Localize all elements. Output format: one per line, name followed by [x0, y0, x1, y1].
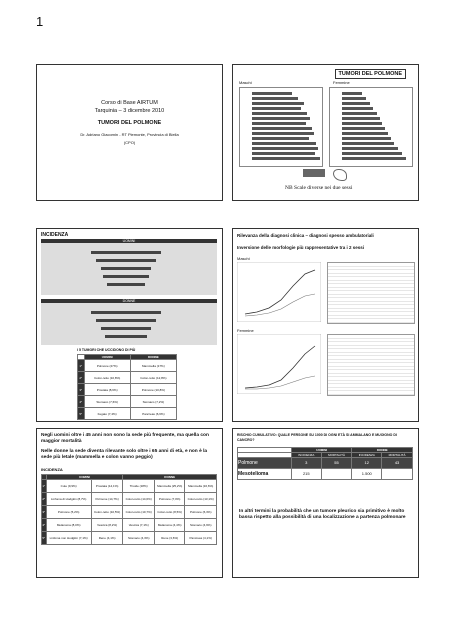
- bar: [342, 107, 373, 110]
- course-name: Corso di Base AIRTUM: [101, 100, 158, 106]
- rank: 2°: [42, 493, 47, 506]
- women-morphology-table: [327, 334, 415, 396]
- cell: Polmone (10,8%): [130, 384, 176, 396]
- bar: [342, 92, 362, 95]
- slide5-table-title: INCIDENZA: [41, 467, 63, 472]
- bar: [342, 137, 391, 140]
- slide5-text2: Nelle donne la sede diventa rilevante solo oltre i 65 anni di età, e non è la sede più letale (mammella e colon vanno peggio): [41, 449, 208, 460]
- bar: [252, 97, 298, 100]
- cell: Melanoma (4,4%): [154, 519, 184, 532]
- cell: Polmone (6,3%): [185, 506, 217, 519]
- row-label: Mesotelioma: [238, 469, 292, 480]
- sub-header: INCIDENZA: [291, 453, 321, 458]
- women-chart-label: Femmine: [237, 328, 254, 333]
- cell: 12: [352, 458, 382, 469]
- table-row: [78, 396, 177, 408]
- cell: Linfoma di Hodgkin (8,7%): [46, 493, 91, 506]
- cell: Mammella (16,6%): [185, 480, 217, 493]
- bar: [252, 137, 309, 140]
- slide-title-text: TUMORI DEL POLMONE: [97, 120, 162, 126]
- men-header: UOMINI: [291, 448, 351, 453]
- men-panel: [41, 239, 217, 295]
- table-row: [238, 458, 413, 469]
- table-row: [78, 372, 177, 384]
- killer-subtitle: I 5 TUMORI CHE UCCIDONO DI PIÙ: [77, 348, 136, 352]
- bar: [252, 127, 312, 130]
- men-morphology-table: [327, 262, 415, 324]
- cell: Tiroide (18%): [123, 480, 155, 493]
- rank: 5°: [42, 532, 47, 545]
- chart-women: [329, 87, 413, 167]
- chart-men-label: Maschi: [239, 80, 252, 85]
- women-trend-chart: [237, 334, 321, 394]
- slide2-title: TUMORI DEL POLMONE: [335, 69, 406, 79]
- bar: [252, 132, 314, 135]
- bar: [252, 102, 304, 105]
- cell: Stomaco (4,9%): [185, 519, 217, 532]
- cell: Colon-retto (10,5%): [91, 506, 123, 519]
- cell: Mammella (25,2%): [154, 480, 184, 493]
- men-panel-label: UOMINI: [41, 239, 217, 243]
- cell: Colon-retto (10,7%): [123, 506, 155, 519]
- cell: Melanoma (8,0%): [46, 519, 91, 532]
- cell: Polmone (7,0%): [154, 493, 184, 506]
- bar: [252, 117, 310, 120]
- women-panel-label: DONNE: [41, 299, 217, 303]
- place-date: Tarquinia – 3 dicembre 2010: [94, 108, 165, 114]
- cell: Colon-retto (10,8%): [84, 372, 130, 384]
- men-trend-chart: [237, 262, 321, 322]
- men-header: UOMINI: [46, 475, 123, 480]
- bar: [342, 112, 377, 115]
- cell: Rene (4,1%): [91, 532, 123, 545]
- cell: Prostata (14,1%): [91, 480, 123, 493]
- slide4-subtitle: Inversione delle morfologie più rappresentative tra i 2 sessi: [237, 245, 365, 250]
- cell: Colon-retto (13,1%): [185, 493, 217, 506]
- table-row: [78, 360, 177, 372]
- bar: [342, 122, 382, 125]
- slide-title: [36, 64, 223, 201]
- men-header: UOMINI: [84, 355, 130, 360]
- bar: [342, 132, 388, 135]
- age-incidence-table: [41, 474, 217, 545]
- table-row: [238, 469, 413, 480]
- bar: [342, 102, 370, 105]
- cell: Polmone (14,7%): [91, 493, 123, 506]
- bar: [342, 157, 406, 160]
- table-row: [78, 384, 177, 396]
- organization: (CPO): [123, 140, 136, 145]
- slide-cumulative-risk: [232, 428, 419, 578]
- cell: Vescica (7,1%): [123, 519, 155, 532]
- women-panel: [41, 299, 217, 345]
- rank: 2°: [78, 372, 85, 384]
- table-row: [42, 519, 217, 532]
- bar: [342, 127, 385, 130]
- slide-age-incidence: [36, 428, 223, 578]
- bar: [96, 259, 156, 262]
- cell: Pancreas (4,1%): [185, 532, 217, 545]
- slide4-title: Rilevanza della diagnosi clinica – diagnosi spesso ambulatoriali: [237, 233, 374, 238]
- cell: Colon-retto (14,6%): [123, 493, 155, 506]
- rank: 1°: [78, 360, 85, 372]
- rank: 5°: [78, 408, 85, 420]
- bar: [101, 327, 151, 330]
- blank-cell: [321, 469, 352, 480]
- bar: [252, 157, 320, 160]
- cell: Fegato (7,4%): [84, 408, 130, 420]
- bar: [252, 142, 316, 145]
- cell: Colon-retto (12,8%): [130, 372, 176, 384]
- cell: Stomaco (7,2%): [130, 396, 176, 408]
- bar: [101, 267, 151, 270]
- table-row: [42, 493, 217, 506]
- bar: [252, 147, 318, 150]
- rank: 3°: [78, 384, 85, 396]
- table-row: [42, 506, 217, 519]
- bar: [91, 311, 161, 314]
- map-icon: [333, 169, 347, 181]
- airtum-logo: [303, 169, 325, 177]
- author: Dr. Adriano Giacomin - RT Piemonte, Provincia di Biella: [80, 132, 179, 137]
- slide5-text1: Negli uomini oltre i 45 anni non sono la sede più frequente, ma quella con maggior mortalità: [41, 433, 209, 444]
- blank-cell: [382, 469, 413, 480]
- rank: 3°: [42, 506, 47, 519]
- bar: [252, 107, 301, 110]
- risk-table: [237, 447, 413, 480]
- cell: Prostata (8,6%): [84, 384, 130, 396]
- cell: Stomaco (7,6%): [84, 396, 130, 408]
- table-row: [78, 408, 177, 420]
- rank: 4°: [78, 396, 85, 408]
- bar: [342, 152, 402, 155]
- bar: [103, 275, 149, 278]
- rank: 4°: [42, 519, 47, 532]
- sub-header: INCIDENZA: [352, 453, 382, 458]
- sub-header: MORTALITÀ: [321, 453, 352, 458]
- bar: [252, 92, 292, 95]
- women-header: DONNE: [123, 475, 217, 480]
- slide2-note: NB Scale diverse nei due sessi: [285, 185, 353, 191]
- bar: [107, 283, 145, 286]
- slide-diagnosis: [232, 228, 419, 422]
- cell: Rene (3,6%): [154, 532, 184, 545]
- table-row: [42, 532, 217, 545]
- chart-women-label: Femmine: [333, 80, 350, 85]
- men-chart-label: Maschi: [237, 256, 250, 261]
- cell: 215: [291, 469, 321, 480]
- table-row: [42, 480, 217, 493]
- bar: [342, 117, 380, 120]
- bar: [252, 112, 307, 115]
- cell: Mammella (17%): [130, 360, 176, 372]
- page-number: 1: [36, 14, 44, 29]
- bar: [342, 147, 398, 150]
- women-header: DONNE: [352, 448, 413, 453]
- sub-header: MORTALITÀ: [382, 453, 413, 458]
- bar: [96, 319, 156, 322]
- bar: [342, 97, 366, 100]
- chart-men: [239, 87, 323, 167]
- women-header: DONNE: [130, 355, 176, 360]
- killer-table: [77, 354, 177, 420]
- slide-lung-charts: [232, 64, 419, 201]
- bar: [91, 251, 161, 254]
- slide3-title: INCIDENZA: [41, 232, 69, 238]
- bar: [342, 142, 394, 145]
- cell: 55: [321, 458, 352, 469]
- slide6-text: In altri termini la probabilità che un tumore pleurico sia primitivo è molto bassa rispetto alla possibilità di una localizzazione a partenza polmonare: [239, 509, 406, 520]
- cell: Polmone (5,2%): [46, 506, 91, 519]
- bar: [252, 122, 306, 125]
- cell: Cute (9,9%): [46, 480, 91, 493]
- slide-incidence: [36, 228, 223, 422]
- cell: 1.500: [352, 469, 382, 480]
- bar: [252, 152, 315, 155]
- cell: Linfoma non Hodgkin (7,1%): [46, 532, 91, 545]
- cell: 43: [382, 458, 413, 469]
- row-label: Polmone: [238, 458, 292, 469]
- slide6-title: RISCHIO CUMULATIVO: QUALE PERSONE SU 1000 DI OGNI ETÀ SI AMMALANO E MUOIONO DI CANCRO?: [237, 433, 397, 442]
- cell: Pancreas (6,6%): [130, 408, 176, 420]
- cell: Stomaco (4,3%): [123, 532, 155, 545]
- cell: Colon-retto (8,5%): [154, 506, 184, 519]
- cell: Vescica (8,2%): [91, 519, 123, 532]
- cell: 3: [291, 458, 321, 469]
- rank: 1°: [42, 480, 47, 493]
- bar: [105, 335, 147, 338]
- cell: Polmone (27%): [84, 360, 130, 372]
